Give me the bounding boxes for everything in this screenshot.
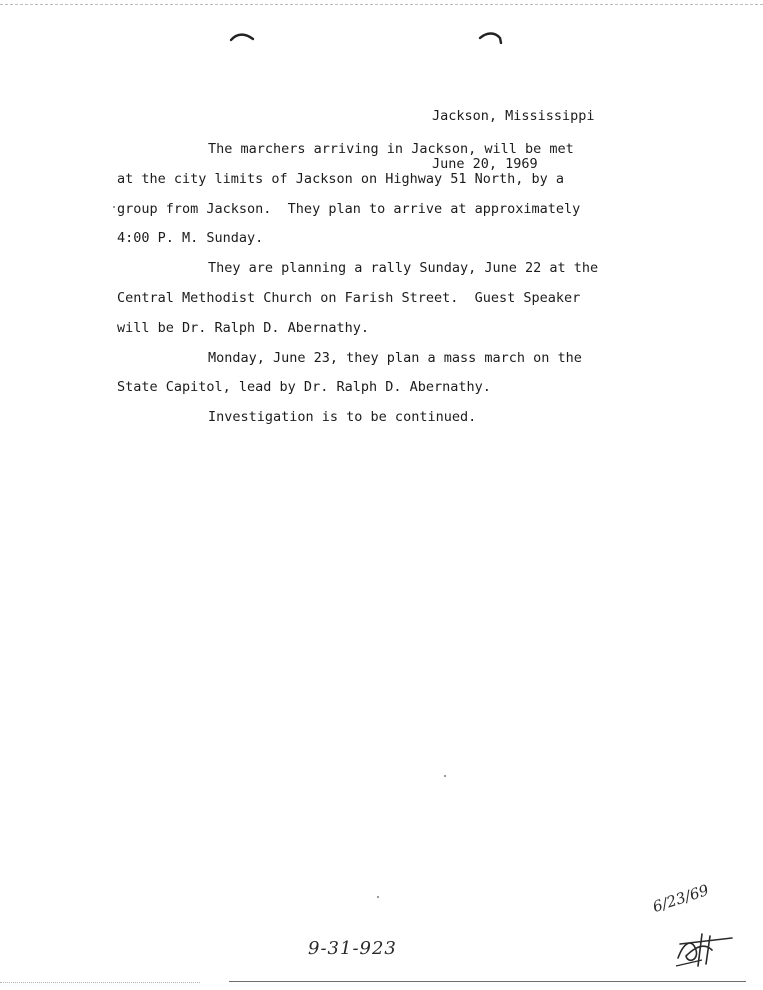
dateline-city: Jackson, Mississippi: [432, 108, 595, 124]
text-line: They are planning a rally Sunday, June 22 at the: [208, 260, 599, 277]
bottom-edge-line: [229, 981, 746, 982]
text-line: Central Methodist Church on Farish Street. Guest Speaker: [117, 289, 581, 306]
paper-speck: [444, 775, 446, 777]
text-line: group from Jackson. They plan to arrive at approximately: [117, 200, 581, 217]
paragraph-march: [117, 344, 657, 404]
staple-mark-right: [478, 30, 506, 44]
memo-body: [117, 135, 657, 433]
staple-mark-left: [229, 30, 257, 44]
text-line: The marchers arriving in Jackson, will be met: [208, 141, 574, 157]
handwritten-file-number: 9-31-923: [308, 938, 397, 959]
bottom-edge-dots: [0, 982, 200, 983]
page-top-edge: [0, 4, 763, 5]
paragraph-rally: [117, 254, 657, 343]
text-line: at the city limits of Jackson on Highway 51 North, by a: [117, 170, 565, 187]
text-line: State Capitol, lead by Dr. Ralph D. Abernathy.: [117, 379, 491, 396]
paper-speck: [113, 206, 115, 208]
handwritten-date: 6/23/69: [650, 881, 711, 916]
paper-speck: [377, 896, 379, 898]
paragraph-arrival: [117, 135, 657, 254]
dateline-date: June 20, 1969: [432, 156, 538, 172]
text-line: will be Dr. Ralph D. Abernathy.: [117, 319, 369, 336]
paragraph-investigation: [117, 403, 657, 433]
text-line: Investigation is to be continued.: [208, 409, 477, 426]
handwritten-initials: [672, 920, 736, 970]
text-line: 4:00 P. M. Sunday.: [117, 230, 264, 247]
text-line: Monday, June 23, they plan a mass march on the: [208, 349, 582, 366]
